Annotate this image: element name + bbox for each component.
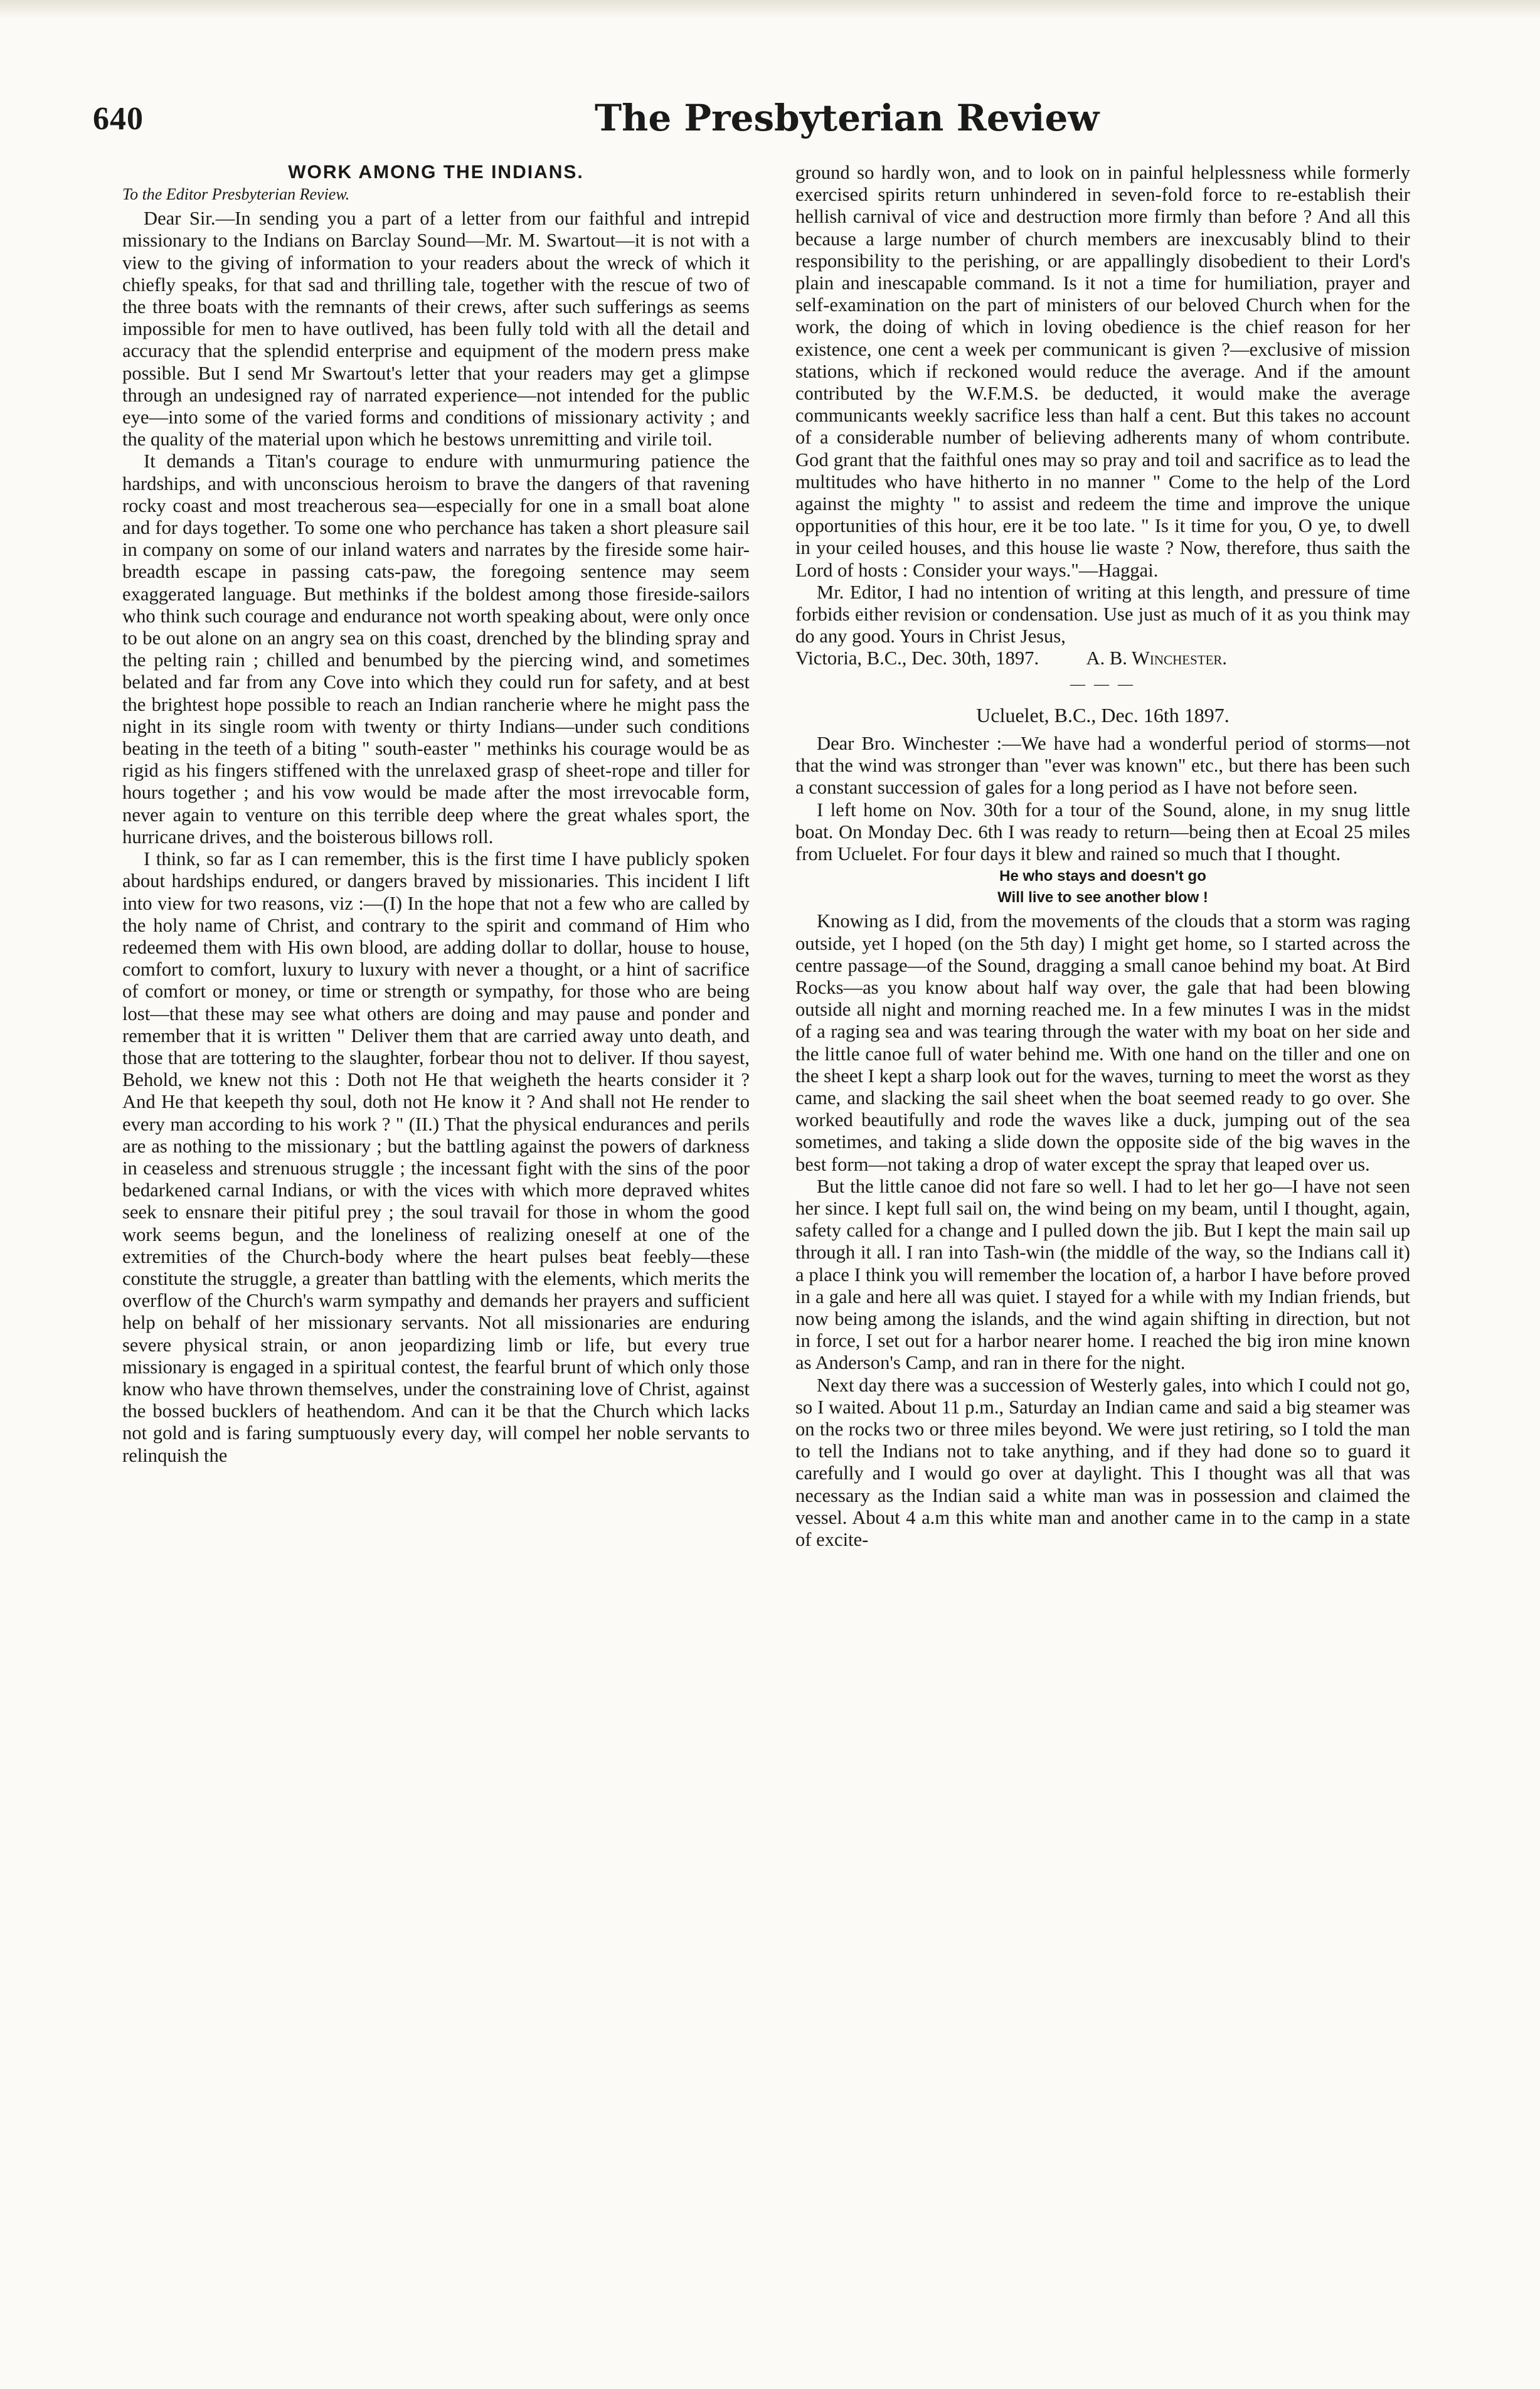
page-header	[93, 97, 1467, 151]
section-divider: — — —	[1070, 676, 1135, 693]
left-column	[122, 162, 750, 1467]
paragraph: Mr. Editor, I had no intention of writing at this length, and pressure of time forbids either revision or condensation. Use just as much of it as you think may do any good. Yours in Christ Jesus,	[795, 581, 1410, 647]
paragraph: Dear Sir.—In sending you a part of a letter from our faithful and intrepid missionary to the Indians on Barclay Sound—Mr. M. Swartout—it is not with a view to the giving of information to your readers about the wreck of which it chiefly speaks, for that sad and thrilling tale, together with the rescue of two of the three boats with the remnants of their crews, after such sufferings as seems impossible for men to have outlived, has been fully told with all the detail and accuracy that the splendid enterprise and equipment of the modern press make possible. But I send Mr Swartout's letter that your readers may get a glimpse through an undesigned ray of narrated experience—not intended for the public eye—into some of the varied forms and conditions of missionary activity ; and the quality of the material upon which he bestows unremitting and virile toil.	[122, 208, 750, 450]
verse-line: Will live to see another blow !	[997, 889, 1208, 907]
paragraph: It demands a Titan's courage to endure with unmurmuring patience the hardships, and with unconscious heroism to brave the dangers of that ravening rocky coast and most treacherous sea—especially for one in a small boat alone and for days together. To some one who perchance has taken a short pleasure sail in company on some of our inland waters and narrates by the fireside some hair-breadth escape in passing cats-paw, the foregoing sentence may seem exaggerated language. But methinks if the boldest among those fireside-sailors who think such courage and endurance not worth speaking about, were only once to be out alone on an angry sea on this coast, drenched by the blinding spray and the pelting rain ; chilled and benumbed by the piercing wind, and sometimes belated and far from any Cove into which they could run for safety, and at best the brightest hope possible to reach an Indian rancherie where he might pass the night in its single room with twenty or thirty Indians—under such conditions beating in the teeth of a biting " south-easter " methinks his courage would be as rigid as his fingers stiffened with the unrelaxed grasp of sheet-rope and tiller for hours together ; and his vow would be made after the most irrevocable form, never again to venture on this terrible deep where the great whales sport, the hurricane drives, and the boisterous billows roll.	[122, 450, 750, 848]
paragraph: Dear Bro. Winchester :—We have had a wonderful period of storms—not that the wind was stronger than "ever was known" etc., but there has been such a constant succession of gales for a long period as I have not before seen.	[795, 733, 1410, 799]
article-heading: WORK AMONG THE INDIANS.	[288, 162, 584, 183]
addressee-line: To the Editor Presbyterian Review.	[122, 185, 350, 203]
paragraph: I think, so far as I can remember, this is the first time I have publicly spoken about hardships endured, or dangers braved by missionaries. This incident I lift into view for two reasons, viz :—(I) In the hope that not a few who are called by the holy name of Christ, and contrary to the spirit and command of Him who redeemed them with His own blood, are adding dollar to dollar, house to house, comfort to comfort, luxury to luxury with never a thought, or a hint of sacrifice of comfort or money, or time or strength or sympathy, for those who are being lost—that these may see what others are doing and may pause and ponder and remember that it is written " Deliver them that are carried away unto death, and those that are tottering to the slaughter, forbear thou not to deliver. If thou sayest, Behold, we knew not this : Doth not He that weigheth the hearts consider it ? And He that keepeth thy soul, doth not He know it ? And shall not He render to every man according to his work ? " (II.) That the physical endurances and perils are as nothing to the missionary ; but the battling against the powers of darkness in ceaseless and strenuous struggle ; the incessant fight with the sins of the poor bedarkened carnal Indians, or with the vices with which more depraved whites seek to ensnare their pitiful prey ; the soul travail for those in whom the good work seems begun, and the loneliness of realizing oneself at one of the extremities of the Church-body where the heart pulses beat feebly—these constitute the struggle, a greater than battling with the elements, which merits the overflow of the Church's warm sympathy and demands her prayers and sufficient help on behalf of her missionary servants. Not all missionaries are enduring severe physical strain, or anon jeopardizing limb or life, but every true missionary is engaged in a spiritual contest, the fearful brunt of which only those know who have thrown themselves, under the constraining love of Christ, against the bossed bucklers of heathendom. And can it be that the Church which lacks not gold and is faring sumptuously every day, will compel her noble servants to relinquish the	[122, 848, 750, 1466]
signoff-place: Victoria, B.C., Dec. 30th, 1897.	[795, 647, 1039, 669]
signoff-name: A. B. Winchester.	[1086, 647, 1228, 669]
paragraph: Next day there was a succession of Westerly gales, into which I could not go, so I waited. About 11 p.m., Saturday an Indian came and said a big steamer was on the rocks two or three miles beyond. We were just retiring, so I told the man to tell the Indians not to take anything, and if they had done so to guard it carefully and I would go over at daylight. This I thought was all that was necessary as the Indian said a white man was in possession and claimed the vessel. About 4 a.m this white man and another came in to the camp in a state of excite-	[795, 1374, 1410, 1550]
letter-dateline: Ucluelet, B.C., Dec. 16th 1897.	[976, 703, 1229, 726]
paragraph: Knowing as I did, from the movements of the clouds that a storm was raging outside, yet I hoped (on the 5th day) I might get home, so I started across the centre passage—of the Sound, dragging a small canoe behind my boat. At Bird Rocks—as you know about half way over, the gale that had been blowing outside all night and morning reached me. In a few minutes I was in the midst of a raging sea and was tearing through the water with my boat on her side and the little canoe full of water behind me. With one hand on the tiller and one on the sheet I kept a sharp look out for the waves, turning to meet the worst as they came, and slacking the sail sheet when the boat seemed ready to go over. She worked beautifully and rode the waves like a duck, jumping out of the sea sometimes, and taking a slide down the opposite side of the big waves in the best form—not taking a drop of water except the spray that leaped over us.	[795, 910, 1410, 1175]
right-column	[795, 162, 1410, 1551]
page-number: 640	[93, 101, 144, 137]
scan-artifact	[0, 0, 1540, 19]
paragraph: But the little canoe did not fare so well. I had to let her go—I have not seen her since. I kept full sail on, the wind being on my beam, until I thought, again, safety called for a change and I pulled down the jib. But I kept the main sail up through it all. I ran into Tash-win (the middle of the way, so the Indians call it) a place I think you will remember the location of, a harbor I have before proved in a gale and here all was quiet. I stayed for a while with my Indian friends, but now being among the islands, and the wind again shifting in direction, but not in force, I set out for a harbor nearer home. I reached the big iron mine known as Anderson's Camp, and ran in there for the night.	[795, 1175, 1410, 1374]
journal-title: The Presbyterian Review	[595, 97, 1100, 139]
verse-line: He who stays and doesn't go	[999, 868, 1206, 885]
paragraph: ground so hardly won, and to look on in painful helplessness while formerly exercised spirits return unhindered in seven-fold force to re-establish their hellish carnival of vice and destruction more firmly than before ? And all this because a large number of church members are inexcusably blind to their responsibility to the perishing, or are appallingly disobedient to their Lord's plain and inescapable command. Is it not a time for humiliation, prayer and self-examination on the part of ministers of our beloved Church when for the work, the doing of which in loving obedience is the chief reason for her existence, one cent a week per communicant is given ?—exclusive of mission stations, which if reckoned would reduce the average. And if the amount contributed by the W.F.M.S. be deducted, it would make the average communicants weekly sacrifice less than half a cent. But this takes no account of a considerable number of believing adherents many of whom contribute. God grant that the faithful ones may so pray and toil and sacrifice as to lead the multitudes who have hitherto in no manner " Come to the help of the Lord against the mighty " to assist and redeem the time and improve the unique opportunities of this hour, ere it be too late. " Is it time for you, O ye, to dwell in your ceiled houses, and this house lie waste ? Now, therefore, thus saith the Lord of hosts : Consider your ways."—Haggai.	[795, 162, 1410, 581]
paragraph: I left home on Nov. 30th for a tour of the Sound, alone, in my snug little boat. On Monday Dec. 6th I was ready to return—being then at Ecoal 25 miles from Ucluelet. For four days it blew and rained so much that I thought.	[795, 799, 1410, 865]
signoff	[795, 647, 1410, 669]
